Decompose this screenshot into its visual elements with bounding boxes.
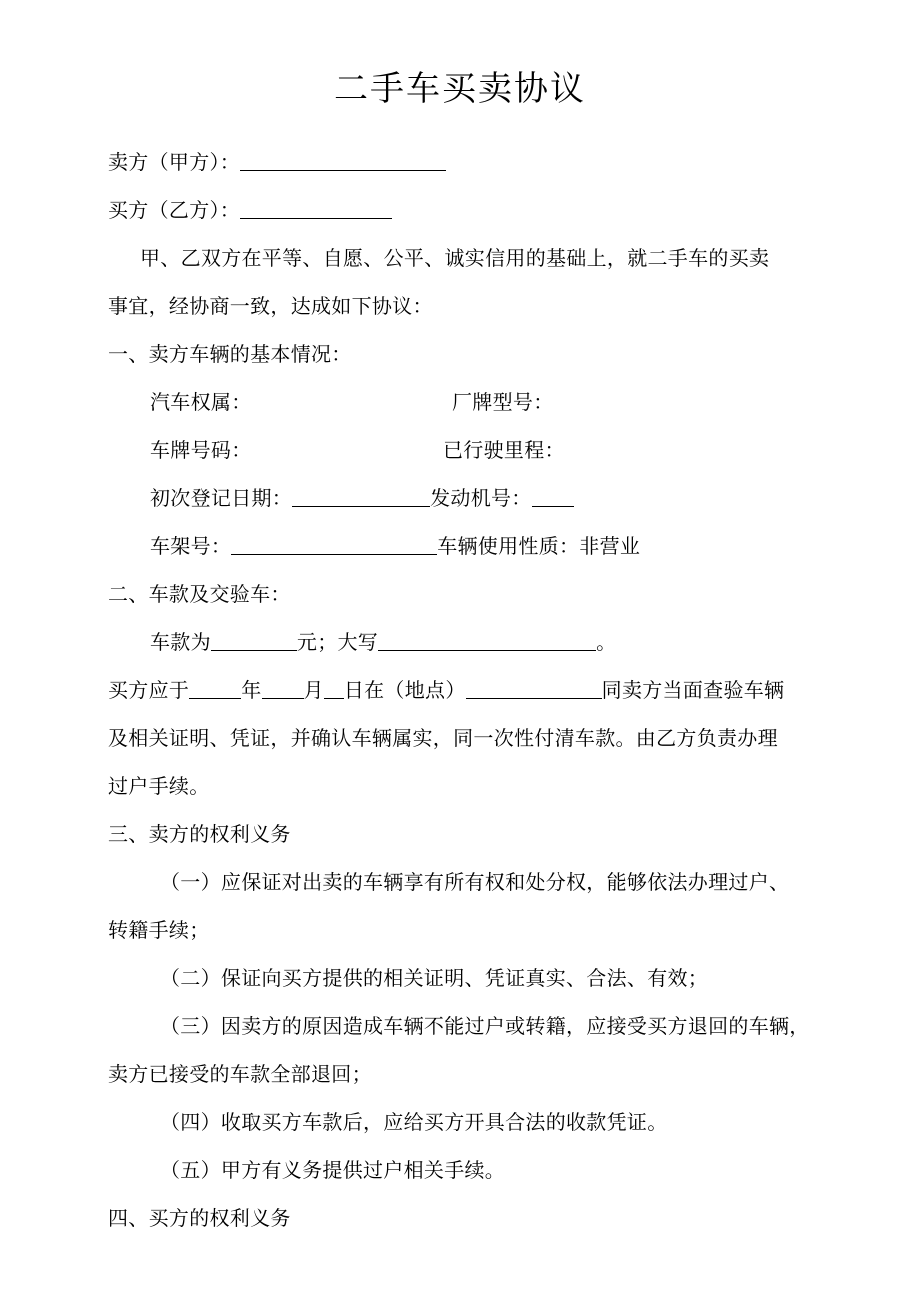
- vin-label: 车架号：: [150, 534, 232, 558]
- location-blank[interactable]: [466, 678, 602, 699]
- usage-nature-label: 车辆使用性质：非营业: [437, 534, 641, 558]
- seller-duty-2: （二）保证向买方提供的相关证明、凭证真实、合法、有效；: [160, 966, 709, 990]
- seller-duty-5: （五）甲方有义务提供过户相关手续。: [160, 1158, 506, 1182]
- section-3-heading: 三、卖方的权利义务: [108, 822, 291, 846]
- vin-line: [150, 534, 640, 558]
- price-capital-label: 元；大写: [296, 630, 379, 654]
- intro-line-2: 事宜，经协商一致，达成如下协议：: [108, 294, 433, 318]
- seller-duty-4: （四）收取买方车款后，应给买方开具合法的收款凭证。: [160, 1110, 668, 1134]
- seller-label: 卖方（甲方）：: [108, 150, 241, 174]
- buyer-line: [108, 198, 392, 222]
- seller-line: [108, 150, 446, 174]
- delivery-text-a: 买方应于: [108, 678, 190, 702]
- engine-number-blank[interactable]: [532, 486, 574, 507]
- delivery-line-2: 及相关证明、凭证，并确认车辆属实，同一次性付清车款。由乙方负责办理: [108, 726, 778, 750]
- car-owner-label: 汽车权属：: [150, 390, 252, 414]
- year-blank[interactable]: [189, 678, 241, 699]
- plate-number-label: 车牌号码：: [150, 438, 252, 462]
- seller-duty-1-line-1: （一）应保证对出卖的车辆享有所有权和处分权，能够依法办理过户、: [160, 870, 790, 894]
- registration-line: [150, 486, 574, 510]
- vin-blank[interactable]: [231, 534, 437, 555]
- first-registration-blank[interactable]: [292, 486, 430, 507]
- intro-line-1: 甲、乙双方在平等、自愿、公平、诚实信用的基础上，就二手车的买卖: [140, 246, 770, 270]
- location-label: 日在（地点）: [343, 678, 466, 702]
- seller-duty-1-line-2: 转籍手续；: [108, 918, 210, 942]
- section-1-heading: 一、卖方车辆的基本情况：: [108, 342, 352, 366]
- month-blank[interactable]: [262, 678, 304, 699]
- section-2-heading: 二、车款及交验车：: [108, 582, 291, 606]
- price-label: 车款为: [150, 630, 211, 654]
- engine-number-label: 发动机号：: [430, 486, 532, 510]
- year-label: 年: [241, 678, 262, 702]
- price-capital-blank[interactable]: [378, 630, 596, 651]
- delivery-line-1: [108, 678, 784, 702]
- delivery-line-3: 过户手续。: [108, 774, 210, 798]
- buyer-blank[interactable]: [240, 198, 392, 219]
- price-number-blank[interactable]: [211, 630, 297, 651]
- month-label: 月: [303, 678, 324, 702]
- seller-duty-3-line-1: （三）因卖方的原因造成车辆不能过户或转籍，应接受买方退回的车辆，: [160, 1014, 810, 1038]
- brand-model-label: 厂牌型号：: [452, 390, 554, 414]
- price-line: [150, 630, 616, 654]
- mileage-label: 已行驶里程：: [443, 438, 565, 462]
- day-blank[interactable]: [324, 678, 344, 699]
- seller-blank[interactable]: [240, 150, 446, 171]
- section-4-heading: 四、买方的权利义务: [108, 1206, 291, 1230]
- first-registration-label: 初次登记日期：: [150, 486, 293, 510]
- price-end: 。: [596, 630, 617, 654]
- delivery-text-e: 同卖方当面查验车辆: [601, 678, 785, 702]
- seller-duty-3-line-2: 卖方已接受的车款全部退回；: [108, 1062, 372, 1086]
- document-title: 二手车买卖协议: [334, 69, 586, 109]
- buyer-label: 买方（乙方）：: [108, 198, 241, 222]
